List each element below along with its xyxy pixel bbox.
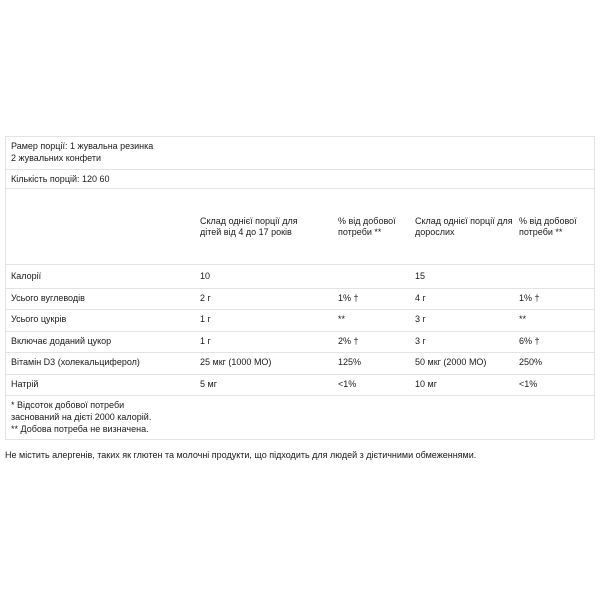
divider [5,395,594,396]
row-adults-value: 4 г [415,293,426,303]
row-kids-dv: ** [338,314,346,324]
table-border-left [5,136,6,439]
row-name: Калорії [11,271,42,281]
divider [5,352,594,353]
divider [5,136,594,137]
row-name: Усього цукрів [11,314,67,324]
row-adults-value: 50 мкг (2000 МО) [415,357,487,367]
divider [5,169,594,170]
allergen-disclaimer: Не містить алергенів, таких як глютен та молочні продукти, що підходить для людей з дієтичними обмеженнями. [5,450,477,460]
header-adults-composition: Склад однієї порції для дорослих [415,216,513,237]
row-kids-dv: 1% † [338,293,359,303]
table-border-right [594,136,595,439]
divider [5,309,594,310]
row-adults-value: 10 мг [415,379,437,389]
row-name: Вітамін D3 (холекальциферол) [11,357,140,367]
row-kids-dv: 125% [338,357,362,367]
header-kids-composition: Склад однієї порції для дітей від 4 до 17 років [200,216,298,237]
row-adults-dv: 250% [519,357,543,367]
row-kids-value: 5 мг [200,379,217,389]
row-adults-value: 3 г [415,336,426,346]
footnote-line1: * Відсоток добової потреби [11,400,125,410]
footnote-line3: ** Добова потреба не визначена. [11,424,149,434]
divider [5,188,594,189]
divider [5,439,594,440]
row-adults-value: 3 г [415,314,426,324]
row-adults-dv: 1% † [519,293,540,303]
footnote-line2: заснований на дієті 2000 калорій. [11,412,152,422]
serving-size-line1: Рамер порції: 1 жувальна резинка [11,141,154,151]
row-kids-value: 10 [200,271,211,281]
row-adults-dv: <1% [519,379,538,389]
row-adults-dv: ** [519,314,527,324]
serving-size-line2: 2 жувальних конфети [11,153,102,163]
divider [5,331,594,332]
row-name: Натрій [11,379,39,389]
row-name: Усього вуглеводів [11,293,85,303]
row-kids-dv: <1% [338,379,357,389]
row-kids-dv: 2% † [338,336,359,346]
row-kids-value: 1 г [200,314,211,324]
divider [5,374,594,375]
divider [5,264,594,265]
header-adults-dv: % від добової потреби ** [519,216,577,237]
row-adults-dv: 6% † [519,336,540,346]
row-adults-value: 15 [415,271,426,281]
row-kids-value: 2 г [200,293,211,303]
servings-count: Кількість порцій: 120 60 [11,174,110,184]
divider [5,288,594,289]
header-kids-dv: % від добової потреби ** [338,216,396,237]
row-kids-value: 25 мкг (1000 МО) [200,357,272,367]
row-kids-value: 1 г [200,336,211,346]
row-name: Включає доданий цукор [11,336,112,346]
